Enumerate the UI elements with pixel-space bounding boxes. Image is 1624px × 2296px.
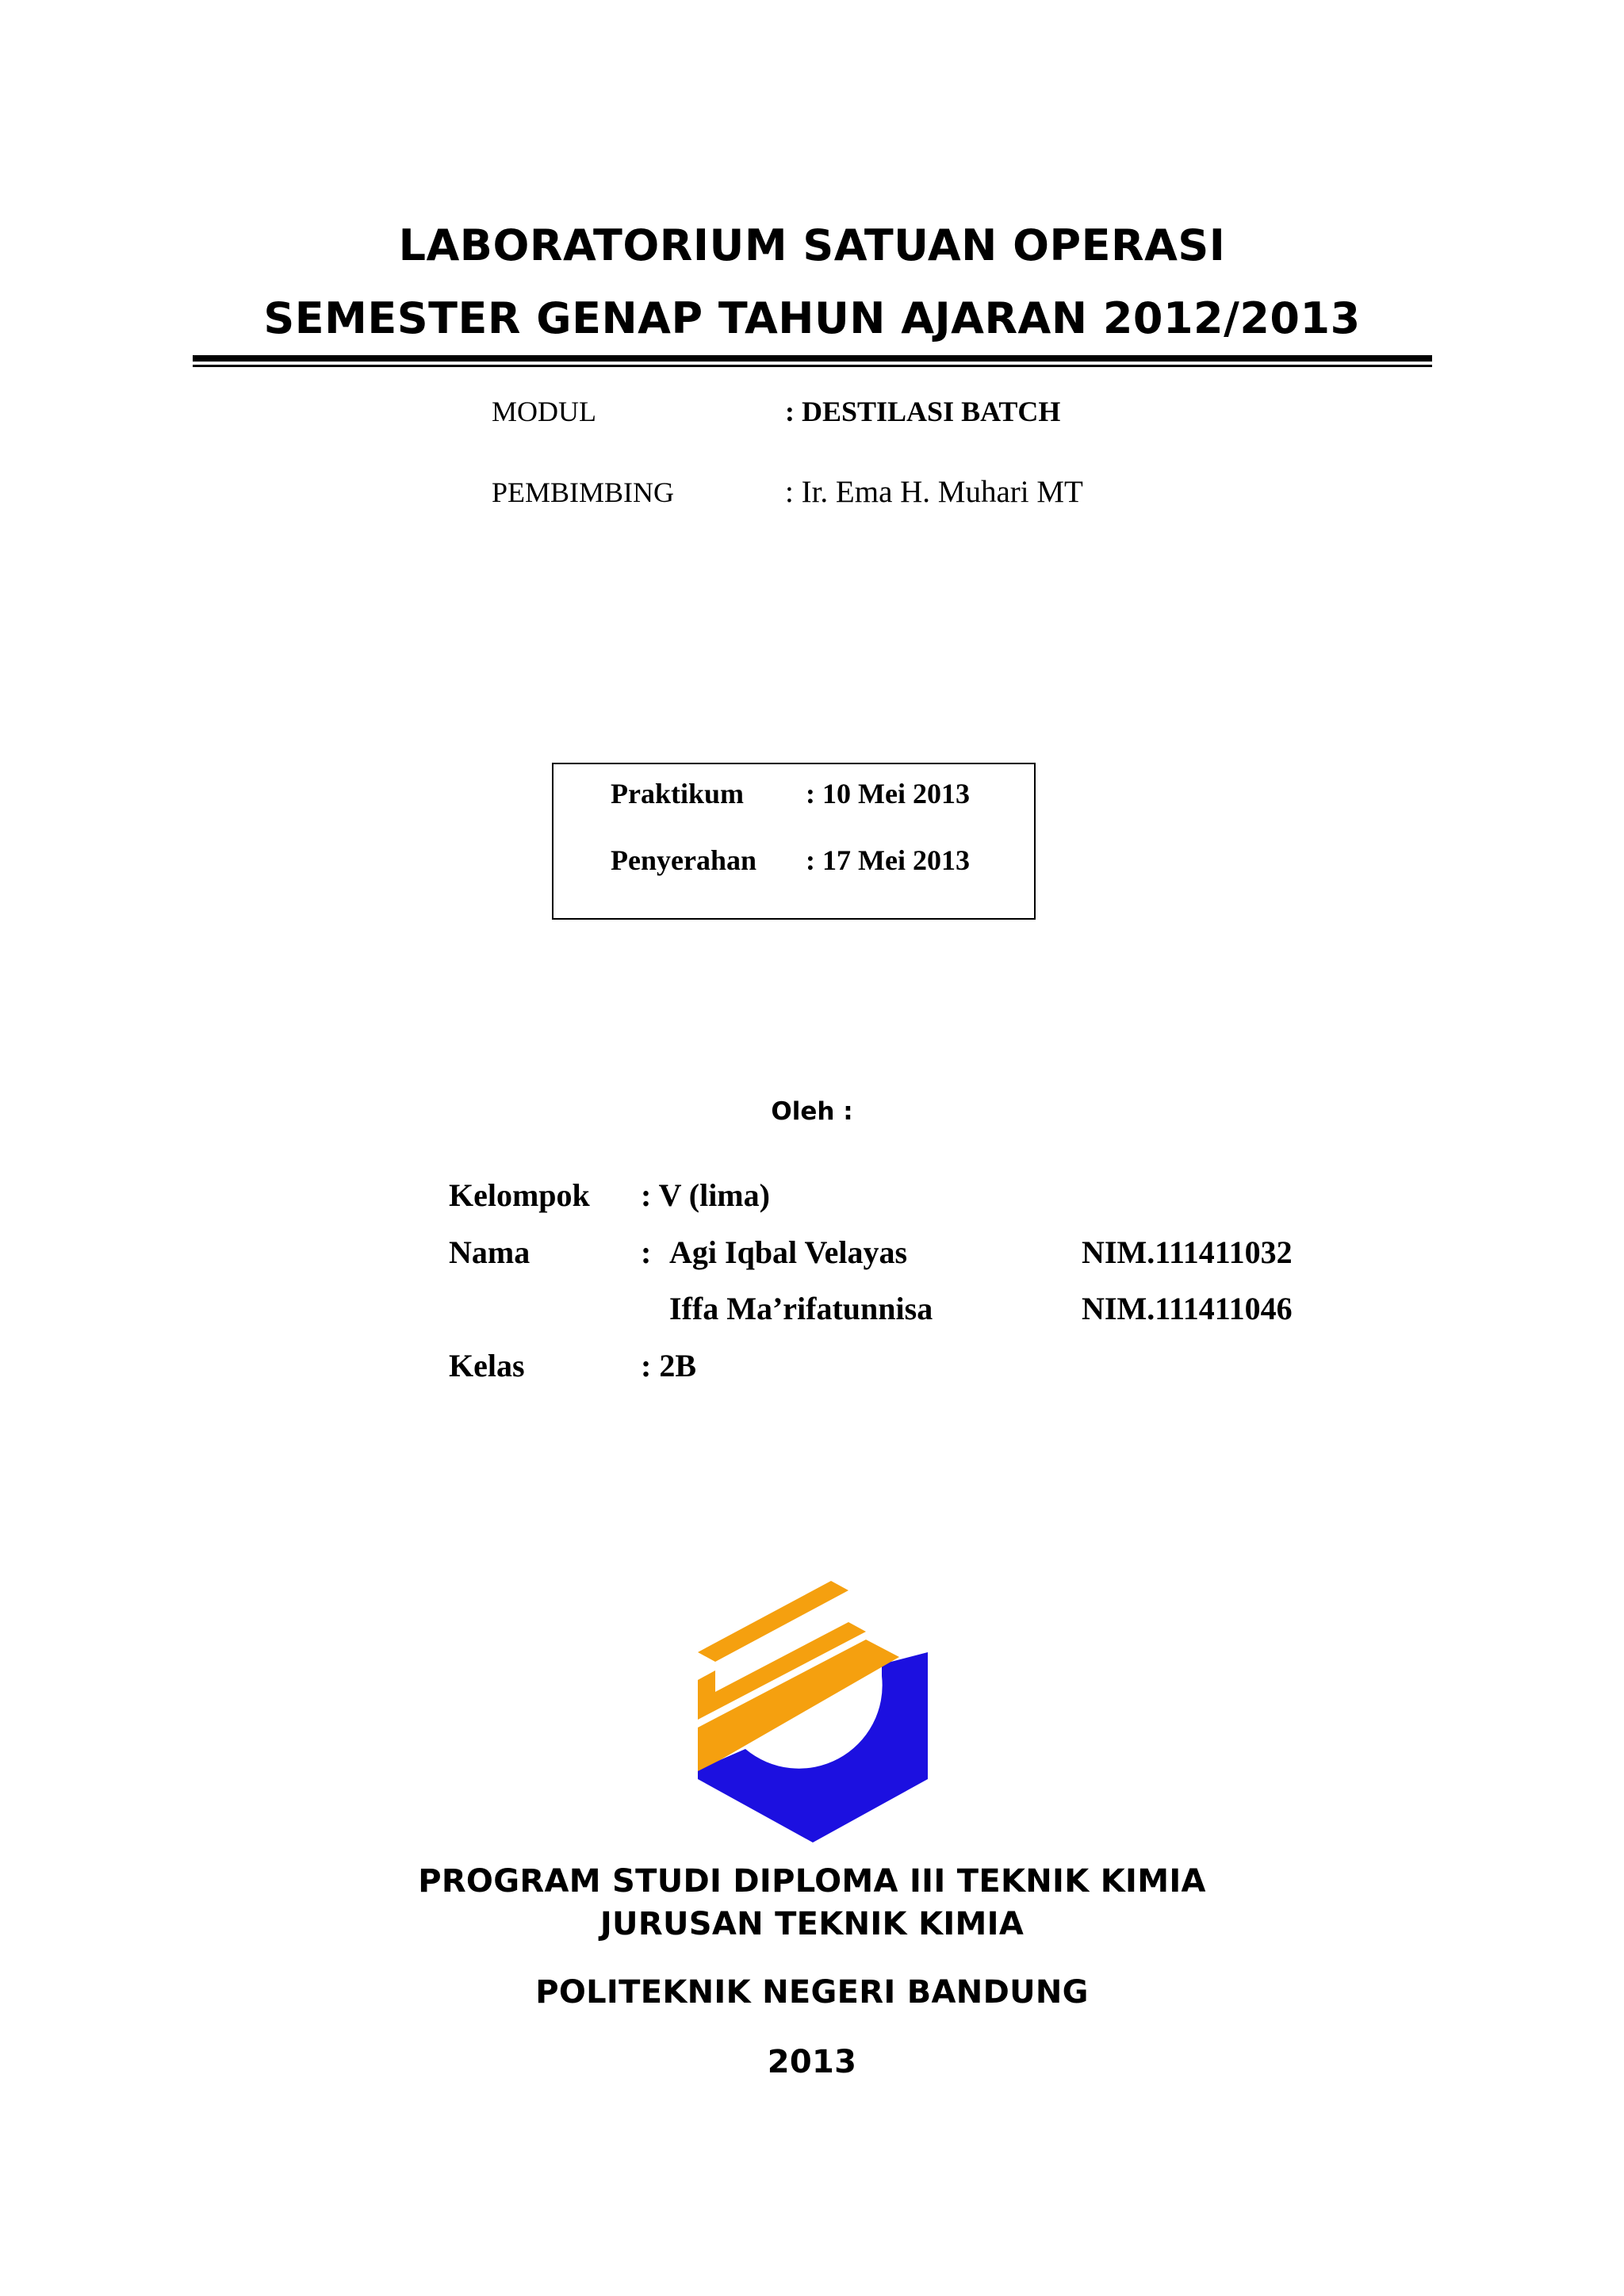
oleh-label: Oleh :	[771, 1097, 853, 1126]
pembimbing-value: : Ir. Ema H. Muhari MT	[785, 475, 1083, 509]
member-name: Iffa Ma’rifatunnisa	[669, 1291, 933, 1326]
pembimbing-label: PEMBIMBING	[492, 476, 675, 508]
modul-label: MODUL	[492, 396, 596, 427]
footer-jurusan: JURUSAN TEKNIK KIMIA	[599, 1906, 1025, 1942]
kelompok-value: : V (lima)	[641, 1177, 770, 1213]
header-title: LABORATORIUM SATUAN OPERASI	[398, 220, 1226, 270]
nama-colon: :	[641, 1234, 652, 1270]
header-subtitle: SEMESTER GENAP TAHUN AJARAN 2012/2013	[263, 293, 1361, 343]
member-name: Agi Iqbal Velayas	[669, 1234, 908, 1270]
header-divider-thin	[193, 365, 1432, 367]
penyerahan-label: Penyerahan	[611, 844, 756, 876]
nama-label: Nama	[449, 1234, 530, 1270]
modul-value: : DESTILASI BATCH	[785, 396, 1061, 427]
kelas-label: Kelas	[449, 1348, 525, 1383]
footer-institution: POLITEKNIK NEGERI BANDUNG	[535, 1974, 1089, 2011]
penyerahan-value: : 17 Mei 2013	[806, 844, 970, 876]
kelas-value: : 2B	[641, 1348, 696, 1383]
footer-year: 2013	[767, 2044, 857, 2080]
polban-logo-icon	[698, 1581, 928, 1843]
member-nim: NIM.111411046	[1082, 1291, 1293, 1326]
member-nim: NIM.111411032	[1082, 1234, 1293, 1270]
kelompok-label: Kelompok	[449, 1177, 590, 1213]
footer-program: PROGRAM STUDI DIPLOMA III TEKNIK KIMIA	[418, 1863, 1206, 1900]
praktikum-label: Praktikum	[611, 778, 745, 809]
praktikum-value: : 10 Mei 2013	[806, 778, 970, 809]
header-divider-thick	[193, 355, 1432, 362]
